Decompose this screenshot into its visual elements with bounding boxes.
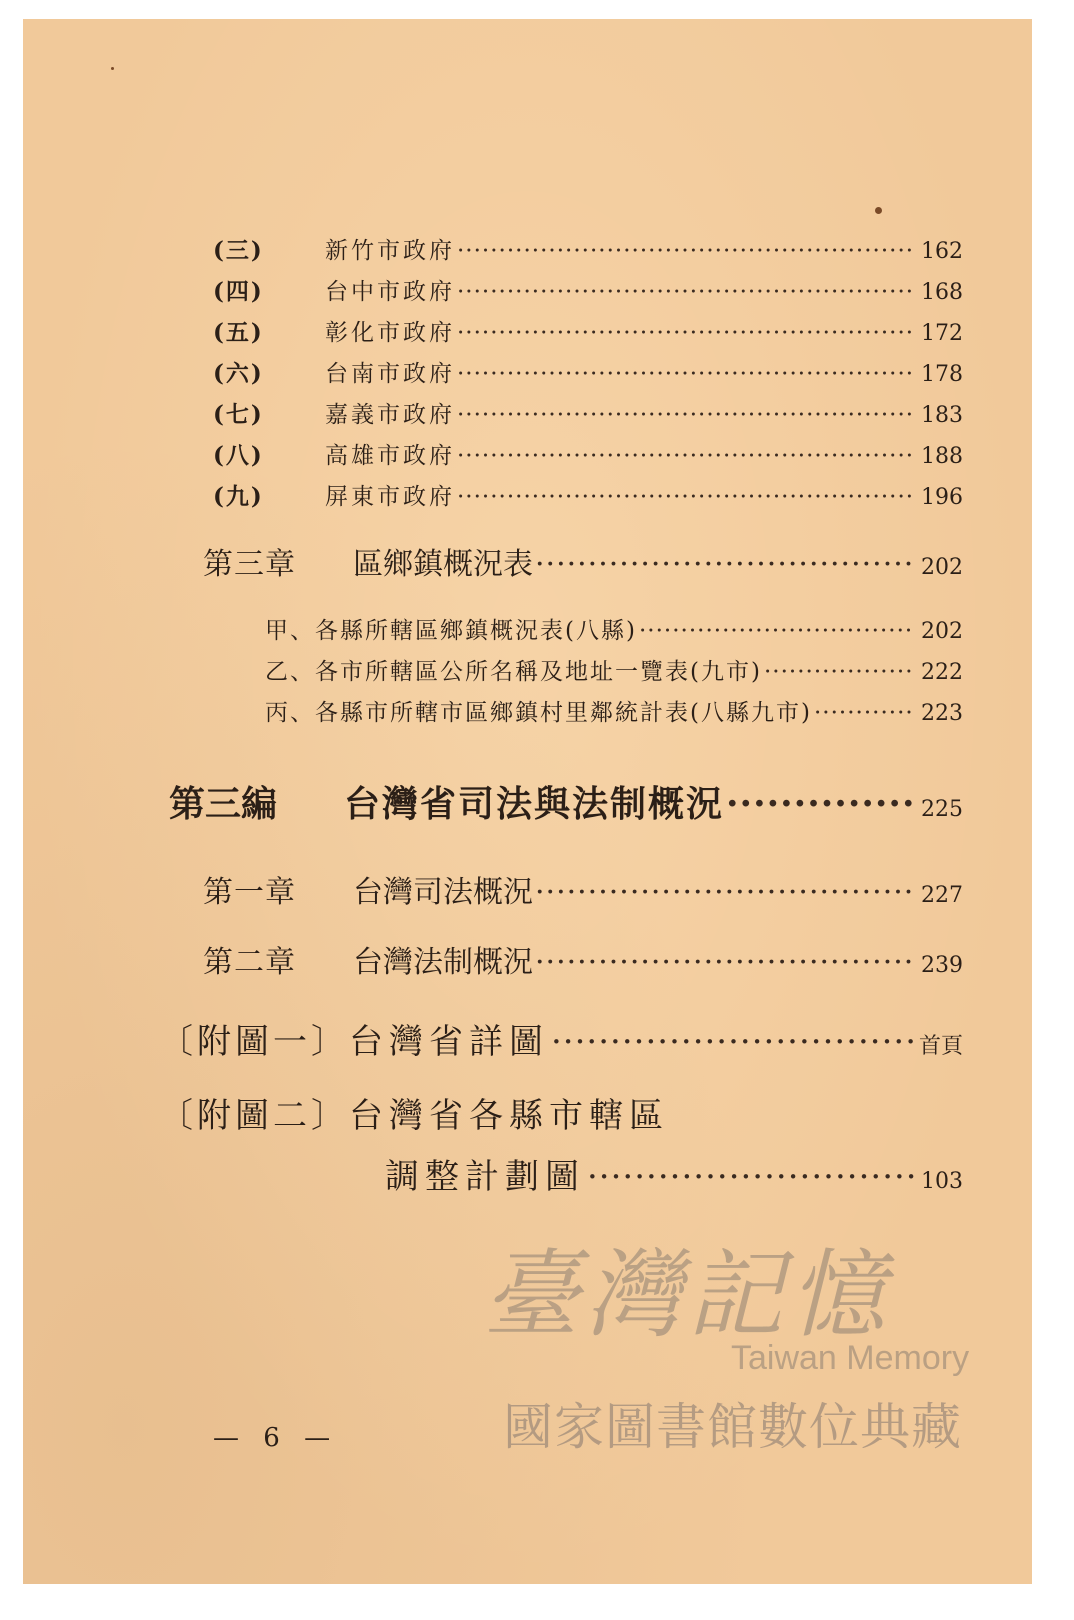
toc-appendix [159, 1014, 963, 1063]
appendix-title: 台灣省詳圖 [349, 1022, 549, 1062]
item-title: 甲、各縣所轄區鄉鎮概況表(八縣) [265, 618, 637, 644]
entry-number: (四) [213, 278, 264, 305]
entry-page: 196 [921, 485, 963, 510]
dot-leader [535, 875, 915, 910]
chapter-title: 區鄉鎮概況表 [353, 547, 533, 582]
chapter-page: 202 [921, 555, 963, 580]
entry-title: 台南市政府 [325, 361, 455, 387]
chapter-title: 台灣法制概況 [353, 945, 533, 980]
appendix-number: 〔附圖一〕 [159, 1022, 349, 1062]
toc-chapter [203, 539, 963, 583]
dot-leader [457, 443, 915, 469]
toc-part [169, 776, 963, 827]
toc-item [265, 653, 963, 686]
toc-chapter [203, 937, 963, 981]
chapter-number: 第三章 [203, 547, 296, 582]
dot-leader [587, 1157, 915, 1197]
item-page: 202 [921, 619, 963, 644]
dot-leader [457, 320, 915, 346]
watermark-library: 國家圖書館數位典藏 [503, 1398, 962, 1456]
appendix-page: 103 [921, 1169, 963, 1194]
entry-title: 屏東市政府 [325, 484, 455, 510]
entry-number: (六) [213, 360, 264, 387]
toc-entry [213, 396, 963, 429]
entry-page: 183 [921, 403, 963, 428]
toc-entry [213, 232, 963, 265]
appendix-title: 台灣省各縣市轄區 [349, 1096, 669, 1136]
toc-entry [213, 478, 963, 511]
toc-item [265, 612, 963, 645]
toc-entry [213, 437, 963, 470]
dot-leader [551, 1022, 913, 1062]
entry-number: (八) [213, 442, 264, 469]
page-number: — 6 — [213, 1423, 339, 1453]
watermark-calligraphy: 臺灣記憶 [483, 1239, 891, 1351]
chapter-title: 台灣司法概況 [353, 875, 533, 910]
dot-leader [814, 700, 915, 726]
toc-appendix-continuation [385, 1149, 963, 1198]
dot-leader [457, 279, 915, 305]
chapter-page: 227 [921, 883, 963, 908]
ink-spot [875, 207, 882, 214]
entry-page: 178 [921, 362, 963, 387]
chapter-number: 第一章 [203, 875, 296, 910]
item-title: 丙、各縣市所轄市區鄉鎮村里鄰統計表(八縣九市) [265, 700, 812, 726]
chapter-number: 第二章 [203, 945, 296, 980]
entry-page: 168 [921, 280, 963, 305]
dot-leader [726, 783, 915, 825]
dot-leader [535, 547, 915, 582]
entry-page: 162 [921, 239, 963, 264]
toc-appendix [159, 1088, 963, 1137]
entry-number: (五) [213, 319, 264, 346]
dot-leader [764, 659, 915, 685]
part-page: 225 [921, 797, 963, 822]
entry-title: 彰化市政府 [325, 320, 455, 346]
toc-entry [213, 314, 963, 347]
toc-item [265, 694, 963, 727]
toc-entry [213, 355, 963, 388]
entry-page: 172 [921, 321, 963, 346]
item-page: 222 [921, 660, 963, 685]
entry-number: (七) [213, 401, 264, 428]
toc-chapter [203, 867, 963, 911]
entry-title: 新竹市政府 [325, 238, 455, 264]
item-title: 乙、各市所轄區公所名稱及地址一覽表(九市) [265, 659, 762, 685]
dot-leader [457, 402, 915, 428]
dot-leader [639, 618, 915, 644]
ink-spot [111, 67, 114, 70]
entry-number: (九) [213, 483, 264, 510]
appendix-number: 〔附圖二〕 [159, 1096, 349, 1136]
book-page [23, 19, 1032, 1584]
dot-leader [535, 945, 915, 980]
appendix-page: 首頁 [918, 1034, 963, 1059]
dot-leader [457, 484, 915, 510]
entry-title: 高雄市政府 [325, 443, 455, 469]
dot-leader [457, 361, 915, 387]
entry-title: 台中市政府 [325, 279, 455, 305]
toc-entry [213, 273, 963, 306]
dot-leader [457, 238, 915, 264]
part-title: 台灣省司法與法制概況 [344, 783, 725, 825]
part-number: 第三編 [169, 783, 278, 825]
item-page: 223 [921, 701, 963, 726]
entry-title: 嘉義市政府 [325, 402, 455, 428]
entry-page: 188 [921, 444, 963, 469]
entry-number: (三) [213, 237, 264, 264]
watermark-english: Taiwan Memory [731, 1339, 970, 1377]
chapter-page: 239 [921, 953, 963, 978]
appendix-title-cont: 調整計劃圖 [385, 1157, 585, 1197]
